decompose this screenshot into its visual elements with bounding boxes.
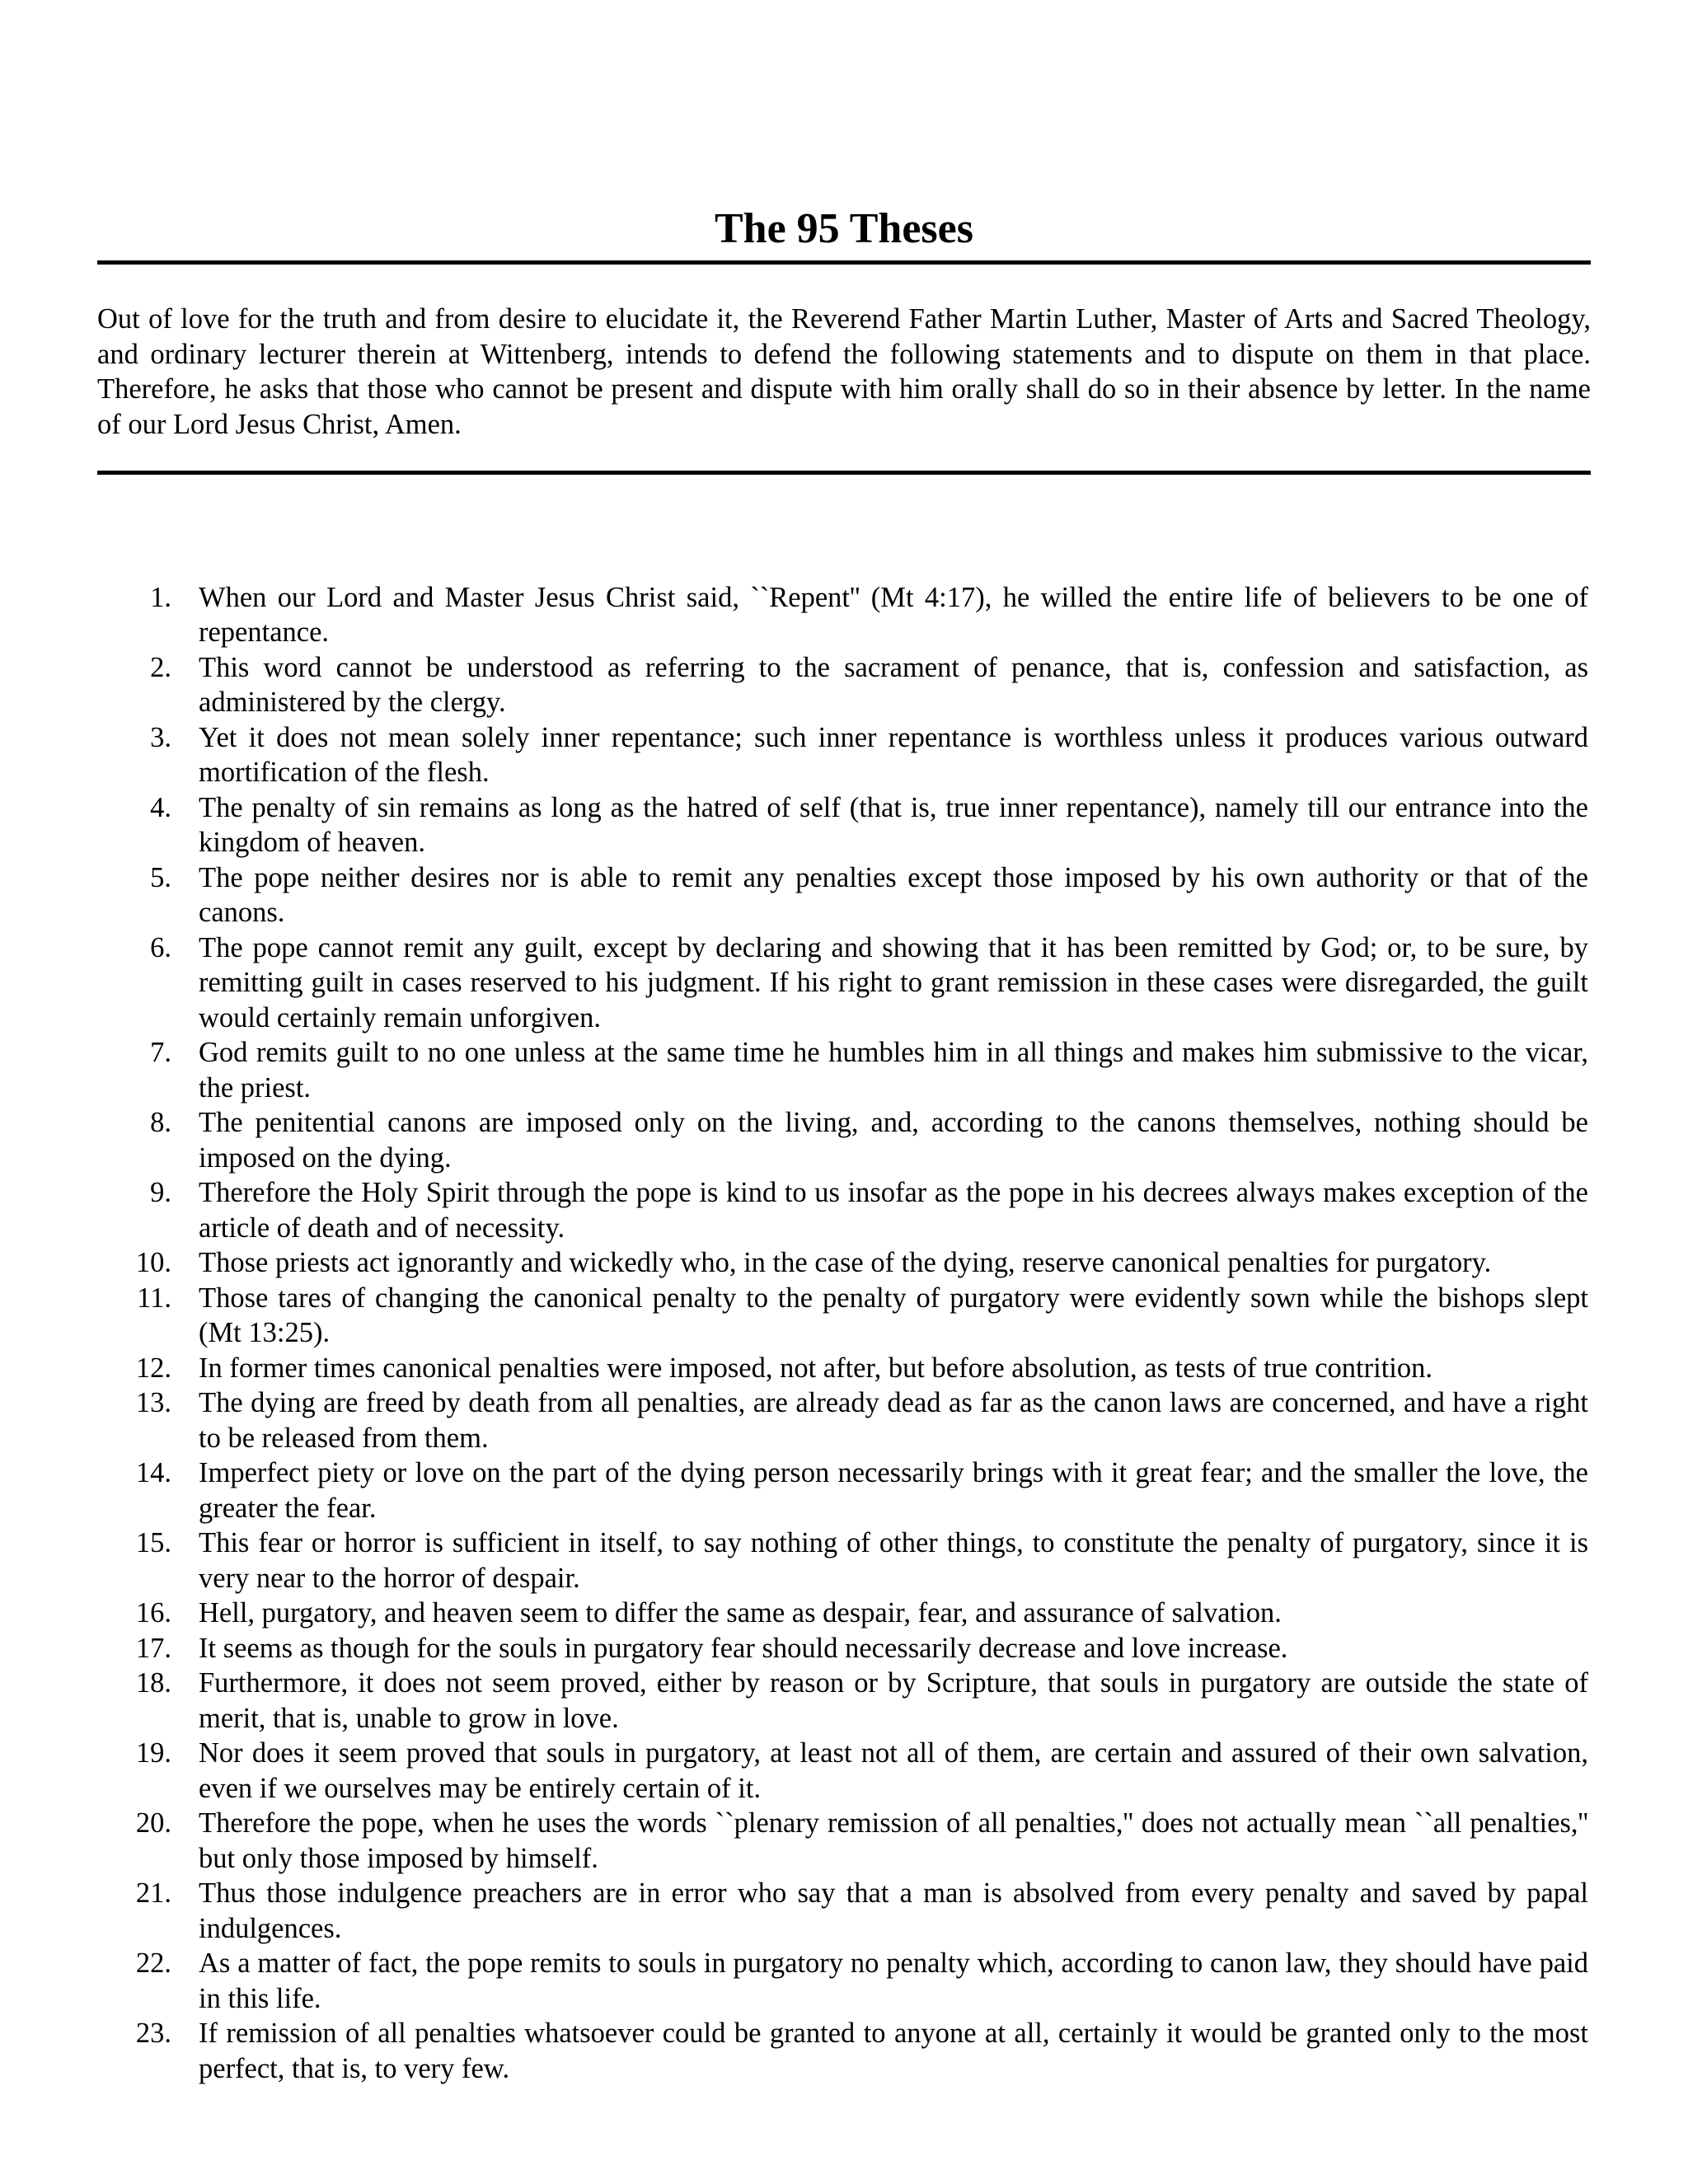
thesis-text: Hell, purgatory, and heaven seem to differ the same as despair, fear, and assurance of salvation.	[199, 1597, 1282, 1629]
thesis-item	[97, 1175, 1591, 1245]
thesis-text: Therefore the Holy Spirit through the pope is kind to us insofar as the pope in his decrees always makes exception of the article of death and of necessity.	[199, 1177, 1588, 1244]
thesis-number: 9.	[150, 1177, 171, 1208]
thesis-item	[97, 930, 1591, 1036]
thesis-text: The pope cannot remit any guilt, except by declaring and showing that it has been remitted by God; or, to be sure, by remitting guilt in cases reserved to his judgment. If his right to grant remission in these cases were disregarded, the guilt would certainly remain unforgiven.	[199, 931, 1588, 1033]
thesis-number: 7.	[150, 1037, 171, 1068]
thesis-item	[97, 1946, 1591, 2016]
thesis-number: 6.	[150, 931, 171, 963]
thesis-number: 12.	[135, 1352, 171, 1384]
thesis-item	[97, 1666, 1591, 1736]
thesis-text: In former times canonical penalties were imposed, not after, but before absolution, as tests of true contrition.	[199, 1352, 1432, 1384]
thesis-item	[97, 1631, 1591, 1666]
thesis-text: As a matter of fact, the pope remits to souls in purgatory no penalty which, according to canon law, they should have paid in this life.	[199, 1947, 1588, 2014]
thesis-number: 14.	[135, 1457, 171, 1488]
thesis-number: 15.	[135, 1527, 171, 1558]
thesis-text: The penalty of sin remains as long as the hatred of self (that is, true inner repentance), namely till our entrance into the kingdom of heaven.	[199, 791, 1588, 858]
thesis-item	[97, 1876, 1591, 1946]
thesis-number: 20.	[135, 1807, 171, 1839]
thesis-item	[97, 790, 1591, 860]
document-title: The 95 Theses	[715, 205, 973, 252]
thesis-text: God remits guilt to no one unless at the same time he humbles him in all things and makes him submissive to the vicar, the priest.	[199, 1037, 1588, 1104]
thesis-number: 18.	[135, 1667, 171, 1699]
thesis-text: This fear or horror is sufficient in itself, to say nothing of other things, to constitute the penalty of purgatory, since it is very near to the horror of despair.	[199, 1527, 1588, 1594]
thesis-number: 17.	[135, 1632, 171, 1664]
thesis-number: 19.	[135, 1737, 171, 1769]
thesis-text: The pope neither desires nor is able to remit any penalties except those imposed by his own authority or that of the canons.	[199, 861, 1588, 928]
thesis-item	[97, 1736, 1591, 1806]
intro-divider	[97, 471, 1591, 475]
thesis-text: When our Lord and Master Jesus Christ said, ``Repent'' (Mt 4:17), he willed the entire life of believers to be one of repentance.	[199, 581, 1588, 648]
thesis-text: This word cannot be understood as referring to the sacrament of penance, that is, confession and satisfaction, as administered by the clergy.	[199, 651, 1588, 718]
thesis-text: Nor does it seem proved that souls in purgatory, at least not all of them, are certain and assured of their own salvation, even if we ourselves may be entirely certain of it.	[199, 1737, 1588, 1804]
thesis-text: If remission of all penalties whatsoever could be granted to anyone at all, certainly it would be granted only to the most perfect, that is, to very few.	[199, 2018, 1588, 2084]
thesis-text: Therefore the pope, when he uses the words ``plenary remission of all penalties,'' does not actually mean ``all penalties,'' but only those imposed by himself.	[199, 1807, 1588, 1874]
thesis-number: 4.	[150, 791, 171, 823]
thesis-text: Furthermore, it does not seem proved, either by reason or by Scripture, that souls in purgatory are outside the state of merit, that is, unable to grow in love.	[199, 1667, 1588, 1734]
thesis-text: The penitential canons are imposed only on the living, and, according to the canons themselves, nothing should be imposed on the dying.	[199, 1107, 1588, 1174]
thesis-number: 2.	[150, 651, 171, 683]
thesis-text: It seems as though for the souls in purgatory fear should necessarily decrease and love increase.	[199, 1632, 1288, 1664]
thesis-item	[97, 1351, 1591, 1386]
thesis-number: 13.	[135, 1387, 171, 1418]
title-divider	[97, 260, 1591, 265]
thesis-number: 1.	[150, 581, 171, 613]
thesis-item	[97, 650, 1591, 720]
thesis-text: Those priests act ignorantly and wickedly who, in the case of the dying, reserve canonical penalties for purgatory.	[199, 1247, 1492, 1278]
thesis-text: The dying are freed by death from all penalties, are already dead as far as the canon laws are concerned, and have a right to be released from them.	[199, 1387, 1588, 1454]
thesis-number: 8.	[150, 1107, 171, 1138]
thesis-text: Thus those indulgence preachers are in error who say that a man is absolved from every penalty and saved by papal indulgences.	[199, 1877, 1588, 1944]
thesis-number: 16.	[135, 1597, 171, 1629]
thesis-item	[97, 1385, 1591, 1455]
thesis-item	[97, 720, 1591, 790]
theses-list	[97, 580, 1591, 2087]
thesis-item	[97, 580, 1591, 650]
thesis-number: 10.	[135, 1247, 171, 1278]
thesis-number: 22.	[135, 1947, 171, 1979]
thesis-text: Those tares of changing the canonical penalty to the penalty of purgatory were evidently sown while the bishops slept (Mt 13:25).	[199, 1282, 1588, 1348]
thesis-item	[97, 1455, 1591, 1526]
thesis-item	[97, 1281, 1591, 1351]
thesis-text: Yet it does not mean solely inner repentance; such inner repentance is worthless unless it produces various outward mortification of the flesh.	[199, 721, 1588, 788]
thesis-number: 5.	[150, 861, 171, 893]
thesis-item	[97, 1806, 1591, 1876]
thesis-item	[97, 1245, 1591, 1281]
thesis-number: 11.	[137, 1282, 171, 1314]
thesis-item	[97, 860, 1591, 930]
thesis-item	[97, 1035, 1591, 1105]
thesis-number: 3.	[150, 721, 171, 753]
thesis-item	[97, 1105, 1591, 1175]
thesis-item	[97, 2016, 1591, 2086]
thesis-number: 21.	[135, 1877, 171, 1909]
thesis-text: Imperfect piety or love on the part of the dying person necessarily brings with it great fear; and the smaller the love, the greater the fear.	[199, 1457, 1588, 1524]
intro-paragraph: Out of love for the truth and from desire to elucidate it, the Reverend Father Martin Luther, Master of Arts and Sacred Theology, and ordinary lecturer therein at Wittenberg, intends to defend the following statements and to dispute on them in that place. Therefore, he asks that those who cannot be present and dispute with him orally shall do so in their absence by letter. In the name of our Lord Jesus Christ, Amen.	[97, 303, 1591, 440]
thesis-item	[97, 1526, 1591, 1596]
thesis-item	[97, 1596, 1591, 1631]
document-body	[97, 198, 1591, 2086]
thesis-number: 23.	[135, 2018, 171, 2049]
